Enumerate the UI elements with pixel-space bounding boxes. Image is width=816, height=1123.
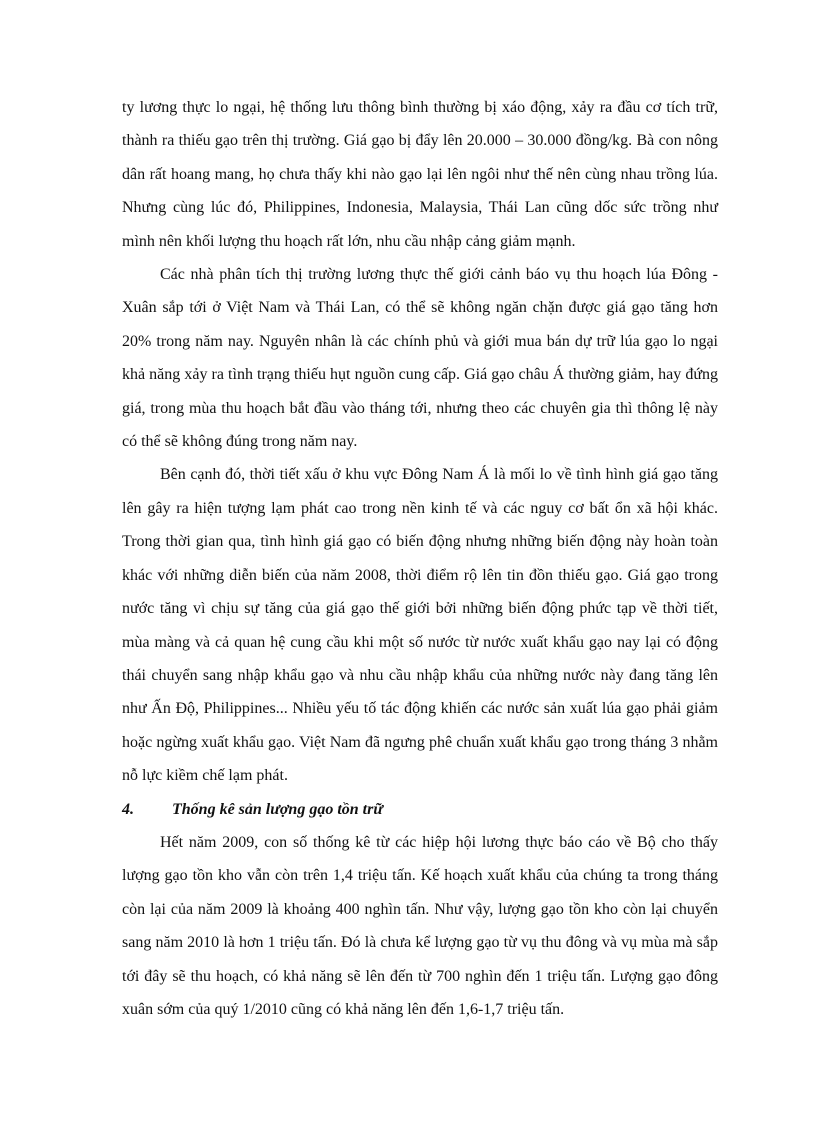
paragraph-weather-inflation: Bên cạnh đó, thời tiết xấu ở khu vực Đông Nam Á là mối lo về tình hình giá gạo tăng lên gây ra hiện tượng lạm phát cao trong nền kinh tế và các nguy cơ bất ổn xã hội khác. Trong thời gian qua, tình hình giá gạo có biến động nhưng những biến động này hoàn toàn khác với những diễn biến của năm 2008, thời điểm rộ lên tin đồn thiếu gạo. Giá gạo trong nước tăng vì chịu sự tăng của giá gạo thế giới bởi những biến động phức tạp về thời tiết, mùa màng và cả quan hệ cung cầu khi một số nước từ nước xuất khẩu gạo nay lại có động thái chuyển sang nhập khẩu gạo và nhu cầu nhập khẩu của những nước này đang tăng lên như Ấn Độ, Philippines... Nhiều yếu tố tác động khiến các nước sản xuất lúa gạo phải giảm hoặc ngừng xuất khẩu gạo. Việt Nam đã ngưng phê chuẩn xuất khẩu gạo trong tháng 3 nhằm nỗ lực kiềm chế lạm phát.: [122, 466, 718, 785]
paragraph-rice-inventory: Hết năm 2009, con số thống kê từ các hiệp hội lương thực báo cáo về Bộ cho thấy lượng gạo tồn kho vẫn còn trên 1,4 triệu tấn. Kế hoạch xuất khẩu của chúng ta trong tháng còn lại của năm 2009 là khoảng 400 nghìn tấn. Như vậy, lượng gạo tồn kho còn lại chuyển sang năm 2010 là hơn 1 triệu tấn. Đó là chưa kể lượng gạo từ vụ thu đông và vụ mùa mà sắp tới đây sẽ thu hoạch, có khả năng sẽ lên đến từ 700 nghìn đến 1 triệu tấn. Lượng gạo đông xuân sớm của quý 1/2010 cũng có khả năng lên đến 1,6-1,7 triệu tấn.: [122, 833, 718, 1018]
document-body: [122, 91, 718, 1026]
section-title: Thống kê sản lượng gạo tồn trữ: [172, 800, 383, 818]
section-number: 4.: [122, 800, 134, 818]
paragraph-continued: ty lương thực lo ngại, hệ thống lưu thông bình thường bị xáo động, xảy ra đầu cơ tích trữ, thành ra thiếu gạo trên thị trường. Giá gạo bị đẩy lên 20.000 – 30.000 đồng/kg. Bà con nông dân rất hoang mang, họ chưa thấy khi nào gạo lại lên ngôi như thế nên cùng nhau trồng lúa. Nhưng cùng lúc đó, Philippines, Indonesia, Malaysia, Thái Lan cũng dốc sức trồng như mình nên khối lượng thu hoạch rất lớn, nhu cầu nhập cảng giảm mạnh.: [122, 99, 718, 250]
paragraph-market-analysis: Các nhà phân tích thị trường lương thực thế giới cảnh báo vụ thu hoạch lúa Đông - Xuân sắp tới ở Việt Nam và Thái Lan, có thể sẽ không ngăn chặn được giá gạo tăng hơn 20% trong năm nay. Nguyên nhân là các chính phủ và giới mua bán dự trữ lúa gạo lo ngại khả năng xảy ra tình trạng thiếu hụt nguồn cung cấp. Giá gạo châu Á thường giảm, hay đứng giá, trong mùa thu hoạch bắt đầu vào tháng tới, nhưng theo các chuyên gia thì thông lệ này có thể sẽ không đúng trong năm nay.: [122, 266, 718, 451]
section-heading: [122, 793, 718, 826]
